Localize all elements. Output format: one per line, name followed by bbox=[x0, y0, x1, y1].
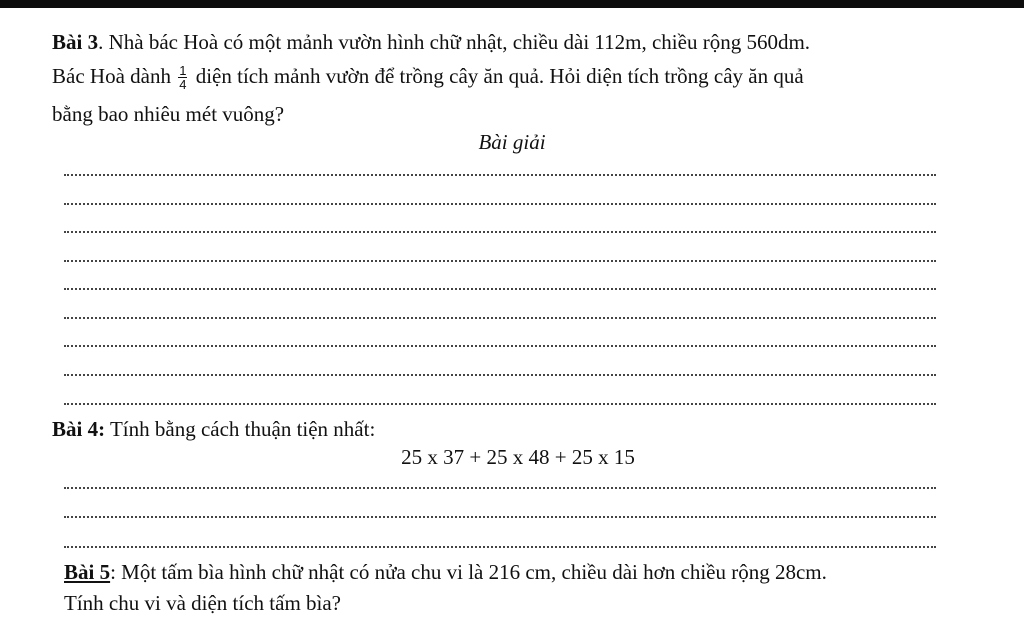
answer-line-5 bbox=[64, 288, 936, 290]
fraction-one-quarter bbox=[178, 64, 187, 91]
answer-line-8 bbox=[64, 374, 936, 376]
bai4-line bbox=[52, 416, 375, 442]
bai3-label: Bài 3 bbox=[52, 30, 99, 54]
answer-line-4 bbox=[64, 260, 936, 262]
answer-line-9 bbox=[64, 403, 936, 405]
answer-line-2 bbox=[64, 203, 936, 205]
bai4-expression: 25 x 37 + 25 x 48 + 25 x 15 bbox=[401, 445, 635, 469]
fraction-denominator: 4 bbox=[179, 76, 187, 92]
solution-heading: Bài giải bbox=[478, 130, 546, 154]
top-border bbox=[0, 0, 1024, 8]
answer-line-12 bbox=[64, 546, 936, 548]
bai3-line-2 bbox=[52, 63, 804, 92]
bai5-line-2: Tính chu vi và diện tích tấm bìa? bbox=[64, 591, 341, 615]
answer-line-11 bbox=[64, 516, 936, 518]
bai4-label: Bài 4: bbox=[52, 417, 106, 441]
bai5-label: Bài 5 bbox=[64, 560, 111, 584]
bai5-line-1 bbox=[64, 559, 827, 585]
answer-line-6 bbox=[64, 317, 936, 319]
bai3-line-2-after: diện tích mảnh vườn để trồng cây ăn quả. Hỏi diện tích trồng cây ăn quả bbox=[190, 64, 804, 88]
answer-line-3 bbox=[64, 231, 936, 233]
bai3-line-2-before: Bác Hoà dành bbox=[52, 64, 177, 88]
bai3-line-3: bằng bao nhiêu mét vuông? bbox=[52, 102, 285, 126]
bai5-line-1-text: : Một tấm bìa hình chữ nhật có nửa chu vi là 216 cm, chiều dài hơn chiều rộng 28cm. bbox=[110, 560, 827, 584]
answer-line-1 bbox=[64, 174, 936, 176]
fraction-numerator: 1 bbox=[179, 62, 187, 78]
answer-line-7 bbox=[64, 345, 936, 347]
answer-line-10 bbox=[64, 487, 936, 489]
bai4-text: Tính bằng cách thuận tiện nhất: bbox=[105, 417, 376, 441]
bai3-line-1 bbox=[52, 29, 810, 55]
bai3-line-1-text: . Nhà bác Hoà có một mảnh vườn hình chữ nhật, chiều dài 112m, chiều rộng 560dm. bbox=[98, 30, 811, 54]
